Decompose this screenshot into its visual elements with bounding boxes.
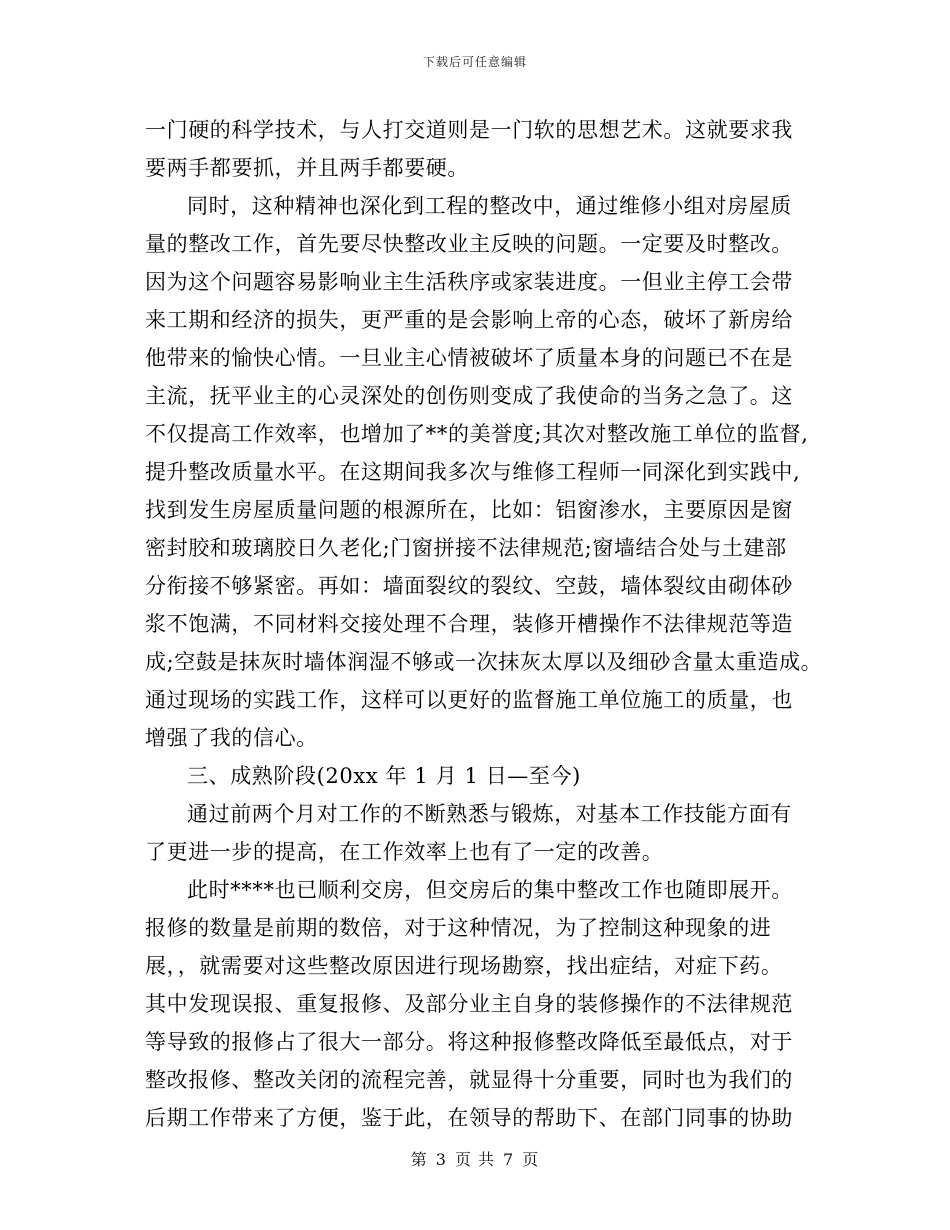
text-line: 密封胶和玻璃胶日久老化;门窗拼接不法律规范;窗墙结合处与土建部: [145, 536, 787, 560]
text-line: 后期工作带来了方便，鉴于此，在领导的帮助下、在部门同事的协助: [145, 1106, 793, 1130]
text-line: 不仅提高工作效率，也增加了**的美誉度;其次对整改施工单位的监督,: [145, 422, 809, 446]
footer-prefix: 第: [410, 1150, 428, 1169]
page-header: 下载后可任意编辑: [422, 55, 527, 69]
text-line: 等导致的报修占了很大一部分。将这种报修整改降低至最低点，对于: [145, 1030, 793, 1054]
text-line: 找到发生房屋质量问题的根源所在，比如：铝窗渗水，主要原因是窗: [145, 498, 793, 522]
text-line: 其中发现误报、重复报修、及部分业主自身的装修操作的不法律规范: [145, 992, 793, 1016]
text-line: 量的整改工作，首先要尽快整改业主反映的问题。一定要及时整改。: [145, 232, 793, 256]
text-line: 通过前两个月对工作的不断熟悉与锻炼，对基本工作技能方面有: [187, 802, 792, 826]
text-line: 成;空鼓是抹灰时墙体润湿不够或一次抹灰太厚以及细砂含量太重造成。: [145, 650, 823, 674]
text-line: 此时****也已顺利交房，但交房后的集中整改工作也随即展开。: [187, 878, 793, 902]
total-page-count: 7: [503, 1150, 515, 1169]
text-line: 通过现场的实践工作，这样可以更好的监督施工单位施工的质量，也: [145, 688, 793, 712]
text-line: 同时，这种精神也深化到工程的整改中，通过维修小组对房屋质: [187, 194, 792, 218]
text-line: 因为这个问题容易影响业主生活秩序或家装进度。一但业主停工会带: [145, 270, 793, 294]
text-line: 增强了我的信心。: [145, 726, 318, 750]
page-footer: [0, 1147, 950, 1170]
text-line: 主流，抚平业主的心灵深处的创伤则变成了我使命的当务之急了。这: [145, 384, 793, 408]
text-line: 浆不饱满，不同材料交接处理不合理，装修开槽操作不法律规范等造: [145, 612, 793, 636]
text-line: 要两手都要抓，并且两手都要硬。: [145, 156, 469, 180]
text-line: 一门硬的科学技术，与人打交道则是一门软的思想艺术。这就要求我: [145, 118, 793, 142]
text-line: 展，，就需要对这些整改原因进行现场勘察，找出症结，对症下药。: [145, 954, 783, 978]
document-body: [145, 111, 825, 1137]
text-line: 提升整改质量水平。在这期间我多次与维修工程师一同深化到实践中,: [145, 460, 801, 484]
section-heading: 三、成熟阶段(20xx 年 1 月 1 日—至今): [187, 764, 581, 788]
text-line: 报修的数量是前期的数倍，对于这种情况，为了控制这种现象的进: [145, 916, 772, 940]
text-line: 他带来的愉快心情。一旦业主心情被破坏了质量本身的问题已不在是: [145, 346, 793, 370]
text-line: 分衔接不够紧密。再如：墙面裂纹的裂纹、空鼓，墙体裂纹由砌体砂: [145, 574, 793, 598]
text-line: 了更进一步的提高，在工作效率上也有了一定的改善。: [145, 840, 664, 864]
text-line: 整改报修、整改关闭的流程完善，就显得十分重要，同时也为我们的: [145, 1068, 793, 1092]
footer-suffix: 页: [522, 1150, 540, 1169]
text-line: 来工期和经济的损失，更严重的是会影响上帝的心态，破坏了新房给: [145, 308, 793, 332]
footer-middle: 页 共: [454, 1150, 496, 1169]
current-page-number: 3: [435, 1150, 447, 1169]
